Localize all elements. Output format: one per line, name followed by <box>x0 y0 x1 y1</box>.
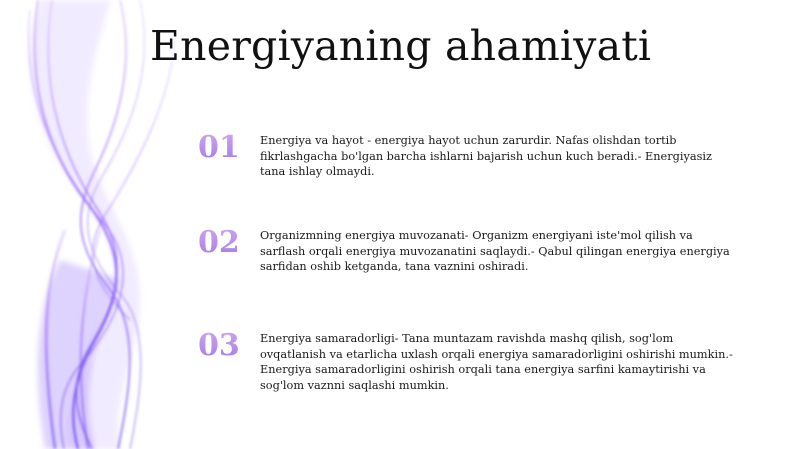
item-text: Energiya samaradorligi- Tana muntazam ravishda mashq qilish, sog'lom ovqatlanish va etarlicha uxlash orqali energiya samaradorligini oshirishi mumkin.- Energiya samaradorligini oshirish orqali tana energiya sarfini kamaytirishi va sog'lom vaznni saqlashi mumkin. <box>260 332 733 392</box>
slide-title: Energiyaning ahamiyati <box>150 22 652 70</box>
item-number: 02 <box>198 225 240 260</box>
item-text: Organizmning energiya muvozanati- Organizm energiyani iste'mol qilish va sarflash orqali energiya muvozanatini saqlaydi.- Qabul qilingan energiya energiya sarfidan oshib ketganda, tana vaznini oshiradi. <box>260 229 730 273</box>
item-number: 01 <box>198 130 240 165</box>
item-number: 03 <box>198 328 240 363</box>
item-text: Energiya va hayot - energiya hayot uchun zarurdir. Nafas olishdan tortib fikrlashgacha bo'lgan barcha ishlarni bajarish uchun kuch beradi.- Energiyasiz tana ishlay olmaydi. <box>260 134 712 178</box>
